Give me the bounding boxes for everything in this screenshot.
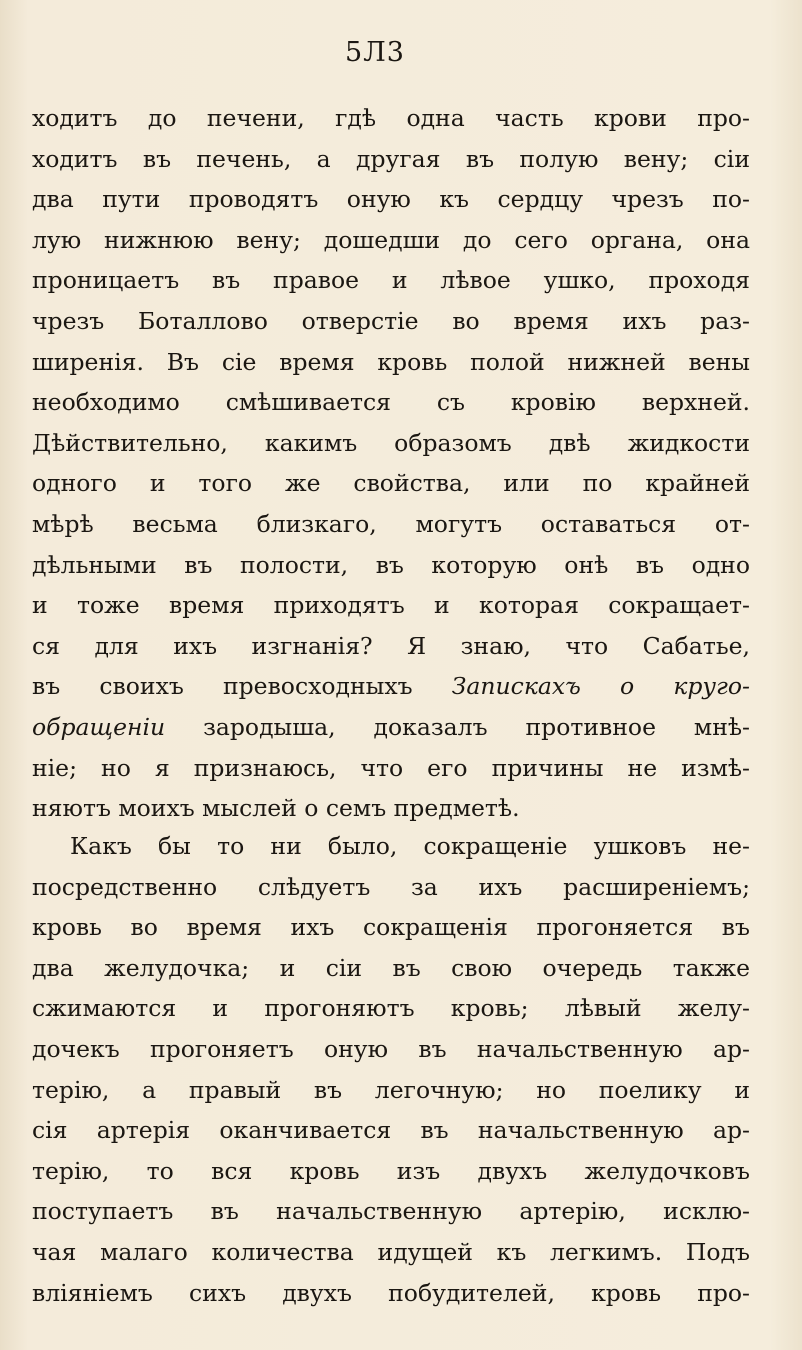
text-line: кровь во время ихъ сокращенія прогоняется въ xyxy=(32,913,750,942)
text-line: ходитъ до печени, гдѣ одна часть крови про- xyxy=(32,104,750,132)
text-line: ніе; но я признаюсь, что его причины не измѣ- xyxy=(32,753,750,782)
text-line: Какъ бы то ни было, сокращеніе ушковъ не- xyxy=(70,832,750,860)
text-span: въ своихъ превосходныхъ xyxy=(32,672,452,701)
text-line: сія артерія оканчивается въ начальственную ар- xyxy=(32,1116,750,1145)
text-line: и тоже время приходятъ и которая сокращает- xyxy=(32,591,750,620)
text-line: ширенія. Въ сіе время кровь полой нижней вены xyxy=(32,347,750,376)
text-line: ся для ихъ изгнанія? Я знаю, что Сабатье, xyxy=(32,631,750,660)
text-line: терію, а правый въ легочную; но поелику и xyxy=(32,1075,750,1104)
text-line: дочекъ прогоняетъ оную въ начальственную ар- xyxy=(32,1034,750,1063)
text-line: дѣльными въ полости, въ которую онѣ въ одно xyxy=(32,550,750,579)
text-line: няютъ моихъ мыслей о семъ предметѣ. xyxy=(32,794,520,823)
text-line: мѣрѣ весьма близкаго, могутъ оставаться от- xyxy=(32,509,750,538)
text-line: терію, то вся кровь изъ двухъ желудочковъ xyxy=(32,1156,750,1185)
text-line: два пути проводятъ оную къ сердцу чрезъ по- xyxy=(32,185,750,214)
text-line: необходимо смѣшивается съ кровію верхней. xyxy=(32,388,750,417)
text-line: два желудочка; и сіи въ свою очередь также xyxy=(32,953,750,982)
text-line: посредственно слѣдуетъ за ихъ расширеніемъ; xyxy=(32,872,750,901)
italic-title: Запискахъ о круго- xyxy=(451,672,750,701)
italic-title: обращеніи xyxy=(32,712,166,741)
text-line: лую нижнюю вену; дошедши до сего органа, она xyxy=(32,225,750,254)
text-line: Дѣйствительно, какимъ образомъ двѣ жидкости xyxy=(32,428,750,457)
text-line: одного и того же свойства, или по крайней xyxy=(32,469,750,498)
text-line: чая малаго количества идущей къ легкимъ. Подъ xyxy=(32,1237,750,1266)
page-number: 5Л3 xyxy=(345,37,405,68)
text-span: зародыша, доказалъ противное мнѣ- xyxy=(165,712,750,741)
text-line: проницаетъ въ правое и лѣвое ушко, проходя xyxy=(32,266,750,295)
text-line: вліяніемъ сихъ двухъ побудителей, кровь про- xyxy=(32,1278,750,1307)
text-line-with-italic xyxy=(32,666,750,707)
paragraph-1 xyxy=(32,98,750,829)
text-line: поступаетъ въ начальственную артерію, исклю- xyxy=(32,1197,750,1226)
text-line: сжимаются и прогоняютъ кровь; лѣвый желу- xyxy=(32,994,750,1023)
text-line: ходитъ въ печень, а другая въ полую вену; сіи xyxy=(32,144,750,173)
paragraph-2 xyxy=(32,826,750,1313)
text-line-with-italic xyxy=(32,707,750,748)
text-line: чрезъ Боталлово отверстіе во время ихъ раз- xyxy=(32,306,750,335)
